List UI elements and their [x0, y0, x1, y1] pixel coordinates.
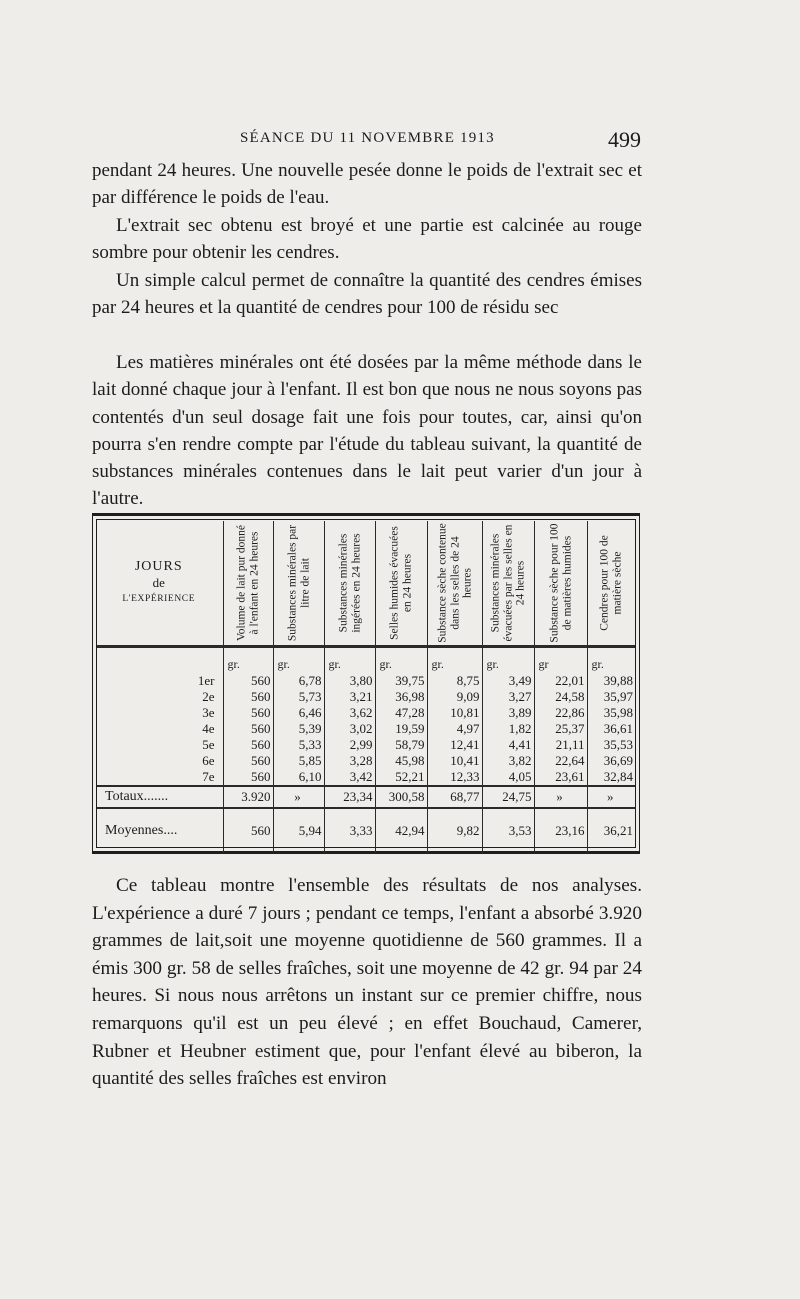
table-cell: 4,41 — [482, 737, 534, 753]
totals-cell: 24,75 — [482, 786, 534, 808]
table-cell: 560 — [223, 753, 273, 769]
table-cell: 35,53 — [587, 737, 635, 753]
table-row — [97, 689, 635, 705]
table-cell: 19,59 — [375, 721, 427, 737]
column-header — [482, 521, 534, 647]
unit-cell: gr. — [375, 647, 427, 674]
totals-cell: » — [587, 786, 635, 808]
means-cell: 23,16 — [534, 808, 587, 853]
table-cell: 39,75 — [375, 673, 427, 689]
column-header-text: Substances minérales évacuées par les selles en 24 heures — [489, 524, 527, 642]
table-cell: 3,62 — [324, 705, 375, 721]
table-cell: 6,10 — [273, 769, 324, 786]
table-cell: 1,82 — [482, 721, 534, 737]
table-row — [97, 673, 635, 689]
table-cell: 560 — [223, 721, 273, 737]
header-experience: L'EXPÉRIENCE — [122, 594, 196, 604]
table-cell: 3,80 — [324, 673, 375, 689]
unit-cell: gr. — [427, 647, 482, 674]
table-cell: 35,97 — [587, 689, 635, 705]
table-cell: 12,41 — [427, 737, 482, 753]
column-header — [587, 521, 635, 647]
table-cell: 3,49 — [482, 673, 534, 689]
totals-cell: » — [534, 786, 587, 808]
table-cell: 560 — [223, 673, 273, 689]
means-cell: 42,94 — [375, 808, 427, 853]
column-header-text: Substances minérales ingérées en 24 heures — [337, 533, 362, 633]
table-cell: 52,21 — [375, 769, 427, 786]
totals-cell: 23,34 — [324, 786, 375, 808]
table-row — [97, 705, 635, 721]
totals-cell: » — [273, 786, 324, 808]
column-header-text: Cendres pour 100 de matière sèche — [598, 535, 624, 631]
means-cell: 560 — [223, 808, 273, 853]
means-cell: 3,53 — [482, 808, 534, 853]
table-cell: 21,11 — [534, 737, 587, 753]
table-row — [97, 753, 635, 769]
page-number: 499 — [608, 127, 641, 152]
totals-cell: 300,58 — [375, 786, 427, 808]
table-cell: 24,58 — [534, 689, 587, 705]
table-cell: 25,37 — [534, 721, 587, 737]
unit-cell: gr. — [587, 647, 635, 674]
table-cell: 22,86 — [534, 705, 587, 721]
header-de: de — [152, 575, 165, 590]
means-cell: 9,82 — [427, 808, 482, 853]
table-cell: 47,28 — [375, 705, 427, 721]
column-header-text: Substance sèche contenue dans les selles de 24 heures — [435, 523, 473, 643]
column-header-text: Volume de lait pur donné à l'enfant en 24 heures — [235, 524, 260, 642]
means-label: Moyennes.... — [105, 823, 178, 838]
table-cell: 5,39 — [273, 721, 324, 737]
table-cell: 3,21 — [324, 689, 375, 705]
unit-cell: gr. — [324, 647, 375, 674]
page-header — [0, 127, 800, 154]
table-cell: 5,33 — [273, 737, 324, 753]
table-cell: 36,69 — [587, 753, 635, 769]
table-cell: 560 — [223, 705, 273, 721]
table-cell: 22,01 — [534, 673, 587, 689]
row-day: 7e — [202, 769, 215, 784]
results-table-frame — [92, 513, 640, 854]
means-cell: 36,21 — [587, 808, 635, 853]
table-cell: 36,98 — [375, 689, 427, 705]
row-day: 5e — [202, 737, 215, 752]
table-cell: 22,64 — [534, 753, 587, 769]
table-cell: 3,02 — [324, 721, 375, 737]
table-cell: 35,98 — [587, 705, 635, 721]
table-cell: 12,33 — [427, 769, 482, 786]
row-day: 4e — [202, 721, 215, 736]
column-header-days — [97, 521, 223, 647]
column-header — [223, 521, 273, 647]
table-cell: 5,73 — [273, 689, 324, 705]
table-cell: 3,42 — [324, 769, 375, 786]
column-header — [375, 521, 427, 647]
header-jours: JOURS — [134, 559, 183, 574]
paragraph-after-table: Ce tableau montre l'ensemble des résultats de nos analyses. L'expérience a duré 7 jours ; pendant ce temps, l'enfant a absorbé 3.920 grammes de lait,soit une moyenne quotidienne de 560 grammes. Il a émis 300 gr. 58 de selles fraîches, soit une moyenne de 42 gr. 94 par 24 heures. Si nous nous arrêtons un instant sur ce premier chiffre, nous remarquons qu'il est un peu élevé ; en effet Bouchaud, Camerer, Rubner et Heubner estiment que, pour l'enfant élevé au biberon, la quantité des selles fraîches est environ — [92, 875, 642, 1090]
table-row — [97, 721, 635, 737]
table-cell: 32,84 — [587, 769, 635, 786]
column-header — [534, 521, 587, 647]
unit-cell: gr. — [223, 647, 273, 674]
table-row — [97, 737, 635, 753]
table-cell: 560 — [223, 737, 273, 753]
unit-cell: gr. — [273, 647, 324, 674]
table-cell: 3,82 — [482, 753, 534, 769]
totals-cell: 3.920 — [223, 786, 273, 808]
table-cell: 4,05 — [482, 769, 534, 786]
paragraph-1: pendant 24 heures. Une nouvelle pesée donne le poids de l'extrait sec et par différence le poids de l'eau. — [92, 160, 642, 209]
means-cell: 5,94 — [273, 808, 324, 853]
table-cell: 8,75 — [427, 673, 482, 689]
table-row — [97, 769, 635, 786]
table-cell: 2,99 — [324, 737, 375, 753]
column-header — [427, 521, 482, 647]
paragraph-4: Les matières minérales ont été dosées par la même méthode dans le lait donné chaque jour à l'enfant. Il est bon que nous ne nous soyons pas contentés d'un seul dosage fait une fois pour toutes, car, ainsi qu'on pourra s'en rendre compte par l'étude du tableau suivant, la quantité de substances minérales contenues dans le lait peut varier d'un jour à l'autre. — [92, 352, 642, 510]
column-header-text: Substances minérales par litre de lait — [286, 524, 311, 642]
table-cell: 5,85 — [273, 753, 324, 769]
table-cell: 3,27 — [482, 689, 534, 705]
table-cell: 58,79 — [375, 737, 427, 753]
table-cell: 23,61 — [534, 769, 587, 786]
row-day: 1er — [197, 673, 215, 688]
running-title: SÉANCE DU 11 NOVEMBRE 1913 — [240, 130, 495, 146]
column-header — [273, 521, 324, 647]
table-cell: 39,88 — [587, 673, 635, 689]
row-day: 3e — [202, 705, 215, 720]
unit-cell: gr — [534, 647, 587, 674]
column-header-text: Substance sèche pour 100 de matières humides — [548, 523, 573, 643]
table-cell: 9,09 — [427, 689, 482, 705]
table-cell: 10,81 — [427, 705, 482, 721]
units-row — [97, 647, 635, 674]
totals-label: Totaux....... — [97, 786, 223, 808]
results-table — [97, 521, 635, 853]
table-cell: 6,78 — [273, 673, 324, 689]
row-day: 2e — [202, 689, 215, 704]
means-cell: 3,33 — [324, 808, 375, 853]
unit-cell: gr. — [482, 647, 534, 674]
row-day: 6e — [202, 753, 215, 768]
table-header-row — [97, 521, 635, 647]
column-header-text: Selles humides évacuées en 24 heures — [388, 526, 413, 640]
table-cell: 45,98 — [375, 753, 427, 769]
units-spacer — [97, 647, 223, 674]
table-cell: 3,28 — [324, 753, 375, 769]
column-header — [324, 521, 375, 647]
table-cell: 3,89 — [482, 705, 534, 721]
table-cell: 4,97 — [427, 721, 482, 737]
means-row — [97, 808, 635, 853]
table-cell: 10,41 — [427, 753, 482, 769]
table-cell: 36,61 — [587, 721, 635, 737]
table-cell: 560 — [223, 769, 273, 786]
totals-cell: 68,77 — [427, 786, 482, 808]
table-cell: 6,46 — [273, 705, 324, 721]
totals-row — [97, 786, 635, 808]
paragraph-2: L'extrait sec obtenu est broyé et une partie est calcinée au rouge sombre pour obtenir les cendres. — [92, 215, 642, 264]
table-cell: 560 — [223, 689, 273, 705]
paragraph-3: Un simple calcul permet de connaître la quantité des cendres émises par 24 heures et la quantité de cendres pour 100 de résidu sec — [92, 270, 642, 319]
